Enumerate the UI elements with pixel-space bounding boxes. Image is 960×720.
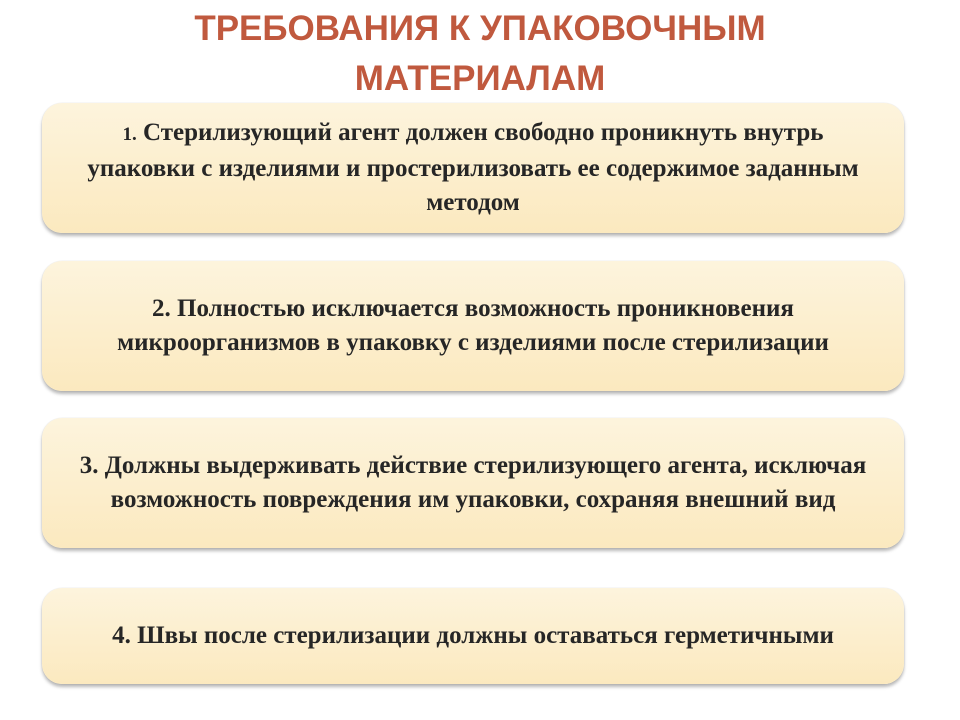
requirement-box-3 [42, 418, 904, 548]
requirement-text-1 [66, 116, 880, 220]
requirement-number-3: 3. [79, 452, 99, 479]
requirement-number-2: 2. [152, 295, 171, 322]
slide-title [0, 4, 960, 104]
requirement-body-4: Швы после стерилизации должны оставаться герметичными [137, 622, 834, 649]
requirement-number-1: 1. [122, 124, 137, 145]
requirement-number-4: 4. [112, 622, 131, 649]
requirement-text-3 [66, 449, 880, 517]
requirement-body-1: Стерилизующий агент должен свободно проникнуть внутрь упаковки с изделиями и простерилизовать ее содержимое заданным методом [87, 119, 859, 216]
requirement-body-3: Должны выдерживать действие стерилизующего агента, исключая возможность повреждения им упаковки, сохраняя внешний вид [104, 452, 867, 513]
title-line-1: ТРЕБОВАНИЯ К УПАКОВОЧНЫМ [194, 9, 766, 48]
requirement-text-2 [66, 292, 880, 360]
requirement-body-2: Полностью исключается возможность проникновения микроорганизмов в упаковку с изделиями после стерилизации [117, 295, 829, 356]
requirement-box-1 [42, 103, 904, 233]
title-line-2: МАТЕРИАЛАМ [354, 59, 606, 98]
requirement-box-4 [42, 588, 904, 684]
requirement-text-4 [112, 619, 834, 653]
requirement-box-2 [42, 261, 904, 391]
